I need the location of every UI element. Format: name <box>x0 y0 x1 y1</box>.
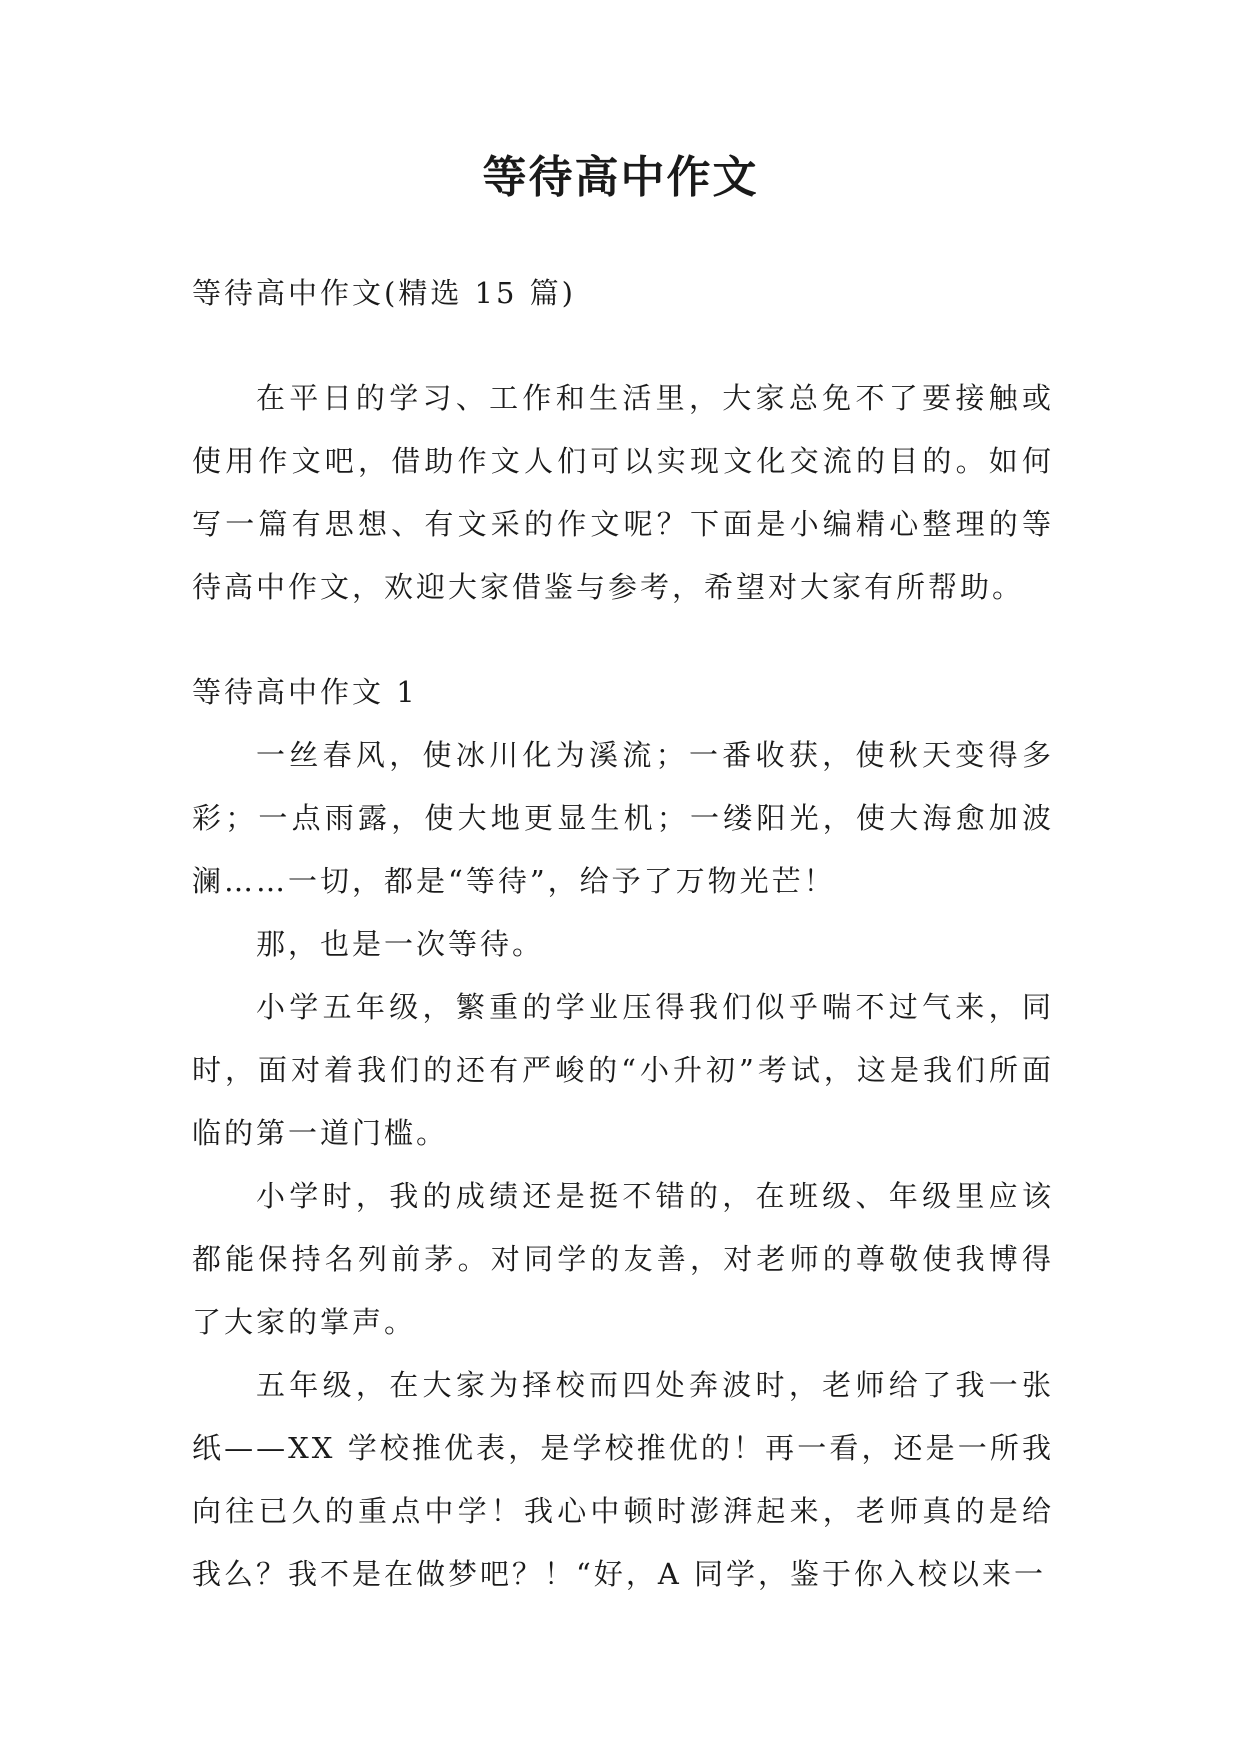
body-paragraph: 一丝春风，使冰川化为溪流；一番收获，使秋天变得多彩；一点雨露，使大地更显生机；一缕阳光，使大海愈加波澜……一切，都是“等待”，给予了万物光芒！ <box>192 738 1054 898</box>
document-title: 等待高中作文 <box>482 152 759 203</box>
intro-paragraph: 在平日的学习、工作和生活里，大家总免不了要接触或使用作文吧，借助作文人们可以实现文化交流的目的。如何写一篇有思想、有文采的作文呢？下面是小编精心整理的等待高中作文，欢迎大家借鉴与参考，希望对大家有所帮助。 <box>192 381 1054 604</box>
document-subtitle: 等待高中作文(精选 15 篇) <box>192 276 576 310</box>
body-paragraph: 五年级，在大家为择校而四处奔波时，老师给了我一张纸——XX 学校推优表，是学校推优的！再一看，还是一所我向往已久的重点中学！我心中顿时澎湃起来，老师真的是给我么？我不是在做梦吧？！“好，A 同学，鉴于你入校以来一 <box>192 1368 1054 1591</box>
body-paragraph: 小学时，我的成绩还是挺不错的，在班级、年级里应该都能保持名列前茅。对同学的友善，对老师的尊敬使我博得了大家的掌声。 <box>192 1179 1054 1339</box>
body-paragraph: 小学五年级，繁重的学业压得我们似乎喘不过气来，同时，面对着我们的还有严峻的“小升初”考试，这是我们所面临的第一道门槛。 <box>192 990 1054 1150</box>
section-heading: 等待高中作文 1 <box>192 675 418 709</box>
body-paragraph: 那，也是一次等待。 <box>256 927 545 961</box>
document-body <box>192 262 1054 1606</box>
